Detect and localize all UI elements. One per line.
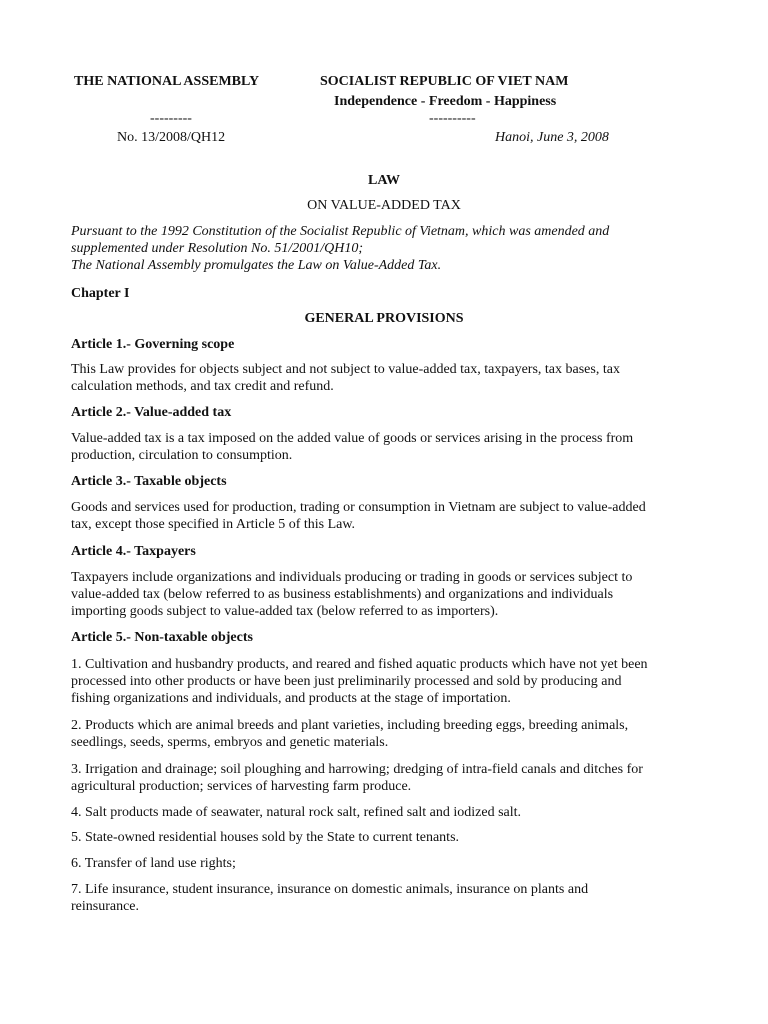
preamble <box>71 223 711 274</box>
document-subtitle: ON VALUE-ADDED TAX <box>307 198 461 213</box>
issuing-organization: THE NATIONAL ASSEMBLY <box>74 74 260 89</box>
body-line: value-added tax (below referred to as business establishments) and organizations and individuals <box>71 587 614 602</box>
list-item <box>71 829 711 846</box>
body-line: 2. Products which are animal breeds and plant varieties, including breeding eggs, breeding animals, <box>71 718 629 733</box>
list-item <box>71 855 711 872</box>
place-and-date: Hanoi, June 3, 2008 <box>495 130 609 145</box>
body-line: This Law provides for objects subject and not subject to value-added tax, taxpayers, tax bases, tax <box>71 362 620 377</box>
body-line: 1. Cultivation and husbandry products, and reared and fished aquatic products which have not yet been <box>71 657 648 672</box>
body-line: Taxpayers include organizations and individuals producing or trading in goods or services subject to <box>71 570 633 585</box>
article-body <box>71 361 711 395</box>
body-line: 3. Irrigation and drainage; soil ploughing and harrowing; dredging of intra-field canals and ditches for <box>71 762 643 777</box>
body-line: calculation methods, and tax credit and refund. <box>71 379 334 394</box>
body-line: tax, except those specified in Article 5 of this Law. <box>71 517 356 532</box>
body-line: Value-added tax is a tax imposed on the added value of goods or services arising in the process from <box>71 431 634 446</box>
right-header-rule: ---------- <box>429 111 476 126</box>
country-name: SOCIALIST REPUBLIC OF VIET NAM <box>320 74 569 89</box>
list-item <box>71 804 711 821</box>
list-item <box>71 656 711 707</box>
body-line: 4. Salt products made of seawater, natural rock salt, refined salt and iodized salt. <box>71 805 522 820</box>
left-header-rule: --------- <box>150 111 192 126</box>
article-heading: Article 5.- Non-taxable objects <box>71 630 253 645</box>
body-line: agricultural production; services of harvesting farm produce. <box>71 779 412 794</box>
document-number: No. 13/2008/QH12 <box>117 130 226 145</box>
article-heading: Article 4.- Taxpayers <box>71 544 196 559</box>
chapter-label: Chapter I <box>71 286 130 301</box>
body-line: fishing organizations and individuals, and products at the stage of importation. <box>71 691 511 706</box>
list-item <box>71 881 711 915</box>
body-line: processed into other products or have been just preliminarily processed and sold by producing and <box>71 674 622 689</box>
preamble-line: supplemented under Resolution No. 51/2001/QH10; <box>71 241 364 256</box>
article-heading: Article 2.- Value-added tax <box>71 405 232 420</box>
body-line: 5. State-owned residential houses sold by the State to current tenants. <box>71 830 460 845</box>
article-body <box>71 569 711 620</box>
body-line: seedlings, seeds, sperms, embryos and genetic materials. <box>71 735 389 750</box>
body-line: importing goods subject to value-added tax (below referred to as importers). <box>71 604 499 619</box>
article-body <box>71 430 711 464</box>
body-line: reinsurance. <box>71 899 140 914</box>
preamble-line: The National Assembly promulgates the Law on Value-Added Tax. <box>71 258 442 273</box>
article-heading: Article 3.- Taxable objects <box>71 474 227 489</box>
list-item <box>71 761 711 795</box>
national-motto: Independence - Freedom - Happiness <box>334 94 557 109</box>
body-line: 6. Transfer of land use rights; <box>71 856 236 871</box>
document-title: LAW <box>368 173 400 188</box>
body-line: Goods and services used for production, trading or consumption in Vietnam are subject to value-added <box>71 500 646 515</box>
chapter-title: GENERAL PROVISIONS <box>304 311 464 326</box>
article-heading: Article 1.- Governing scope <box>71 337 235 352</box>
body-line: production, circulation to consumption. <box>71 448 293 463</box>
body-line: 7. Life insurance, student insurance, insurance on domestic animals, insurance on plants and <box>71 882 589 897</box>
preamble-line: Pursuant to the 1992 Constitution of the Socialist Republic of Vietnam, which was amended and <box>71 224 610 239</box>
list-item <box>71 717 711 751</box>
article-body <box>71 499 711 533</box>
